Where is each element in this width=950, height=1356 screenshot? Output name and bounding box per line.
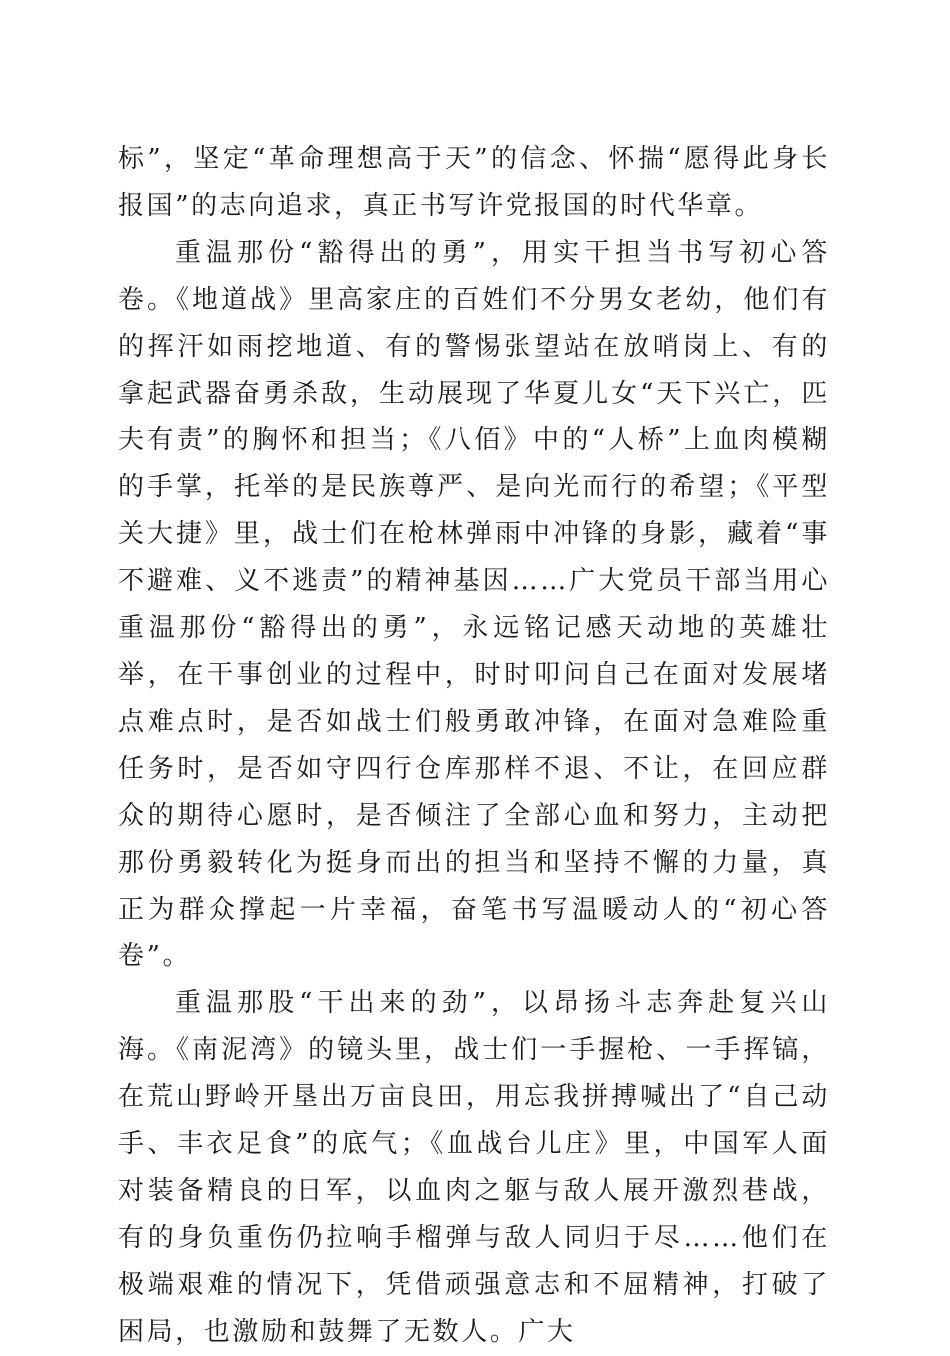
paragraph-1: 标”，坚定“革命理想高于天”的信念、怀揣“愿得此身长报国”的志向追求，真正书写许党报国的时代华章。 xyxy=(118,144,830,221)
paragraph-2: 重温那份“豁得出的勇”，用实干担当书写初心答卷。《地道战》里高家庄的百姓们不分男女老幼，他们有的挥汗如雨挖地道、有的警惕张望站在放哨岗上、有的拿起武器奋勇杀敌，生动展现了华夏儿女“天下兴亡，匹夫有责”的胸怀和担当；《八佰》中的“人桥”上血肉模糊的手掌，托举的是民族尊严、是向光而行的希望；《平型关大捷》里，战士们在枪林弹雨中冲锋的身影，藏着“事不避难、义不逃责”的精神基因……广大党员干部当用心重温那份“豁得出的勇”，永远铭记感天动地的英雄壮举，在干事创业的过程中，时时叩问自己在面对发展堵点难点时，是否如战士们般勇敢冲锋，在面对急难险重任务时，是否如守四行仓库那样不退、不让，在回应群众的期待心愿时，是否倾注了全部心血和努力，主动把那份勇毅转化为挺身而出的担当和坚持不懈的力量，真正为群众撑起一片幸福，奋笔书写温暖动人的“初心答卷”。 xyxy=(118,237,830,972)
paragraph-3: 重温那股“干出来的劲”，以昂扬斗志奔赴复兴山海。《南泥湾》的镜头里，战士们一手握枪、一手挥镐，在荒山野岭开垦出万亩良田，用忘我拼搏喊出了“自己动手、丰衣足食”的底气；《血战台儿庄》里，中国军人面对装备精良的日军，以血肉之躯与敌人展开激烈巷战，有的身负重伤仍拉响手榴弹与敌人同归于尽……他们在极端艰难的情况下，凭借顽强意志和不屈精神，打破了困局，也激励和鼓舞了无数人。广大 xyxy=(118,988,830,1347)
document-body xyxy=(118,136,830,1356)
